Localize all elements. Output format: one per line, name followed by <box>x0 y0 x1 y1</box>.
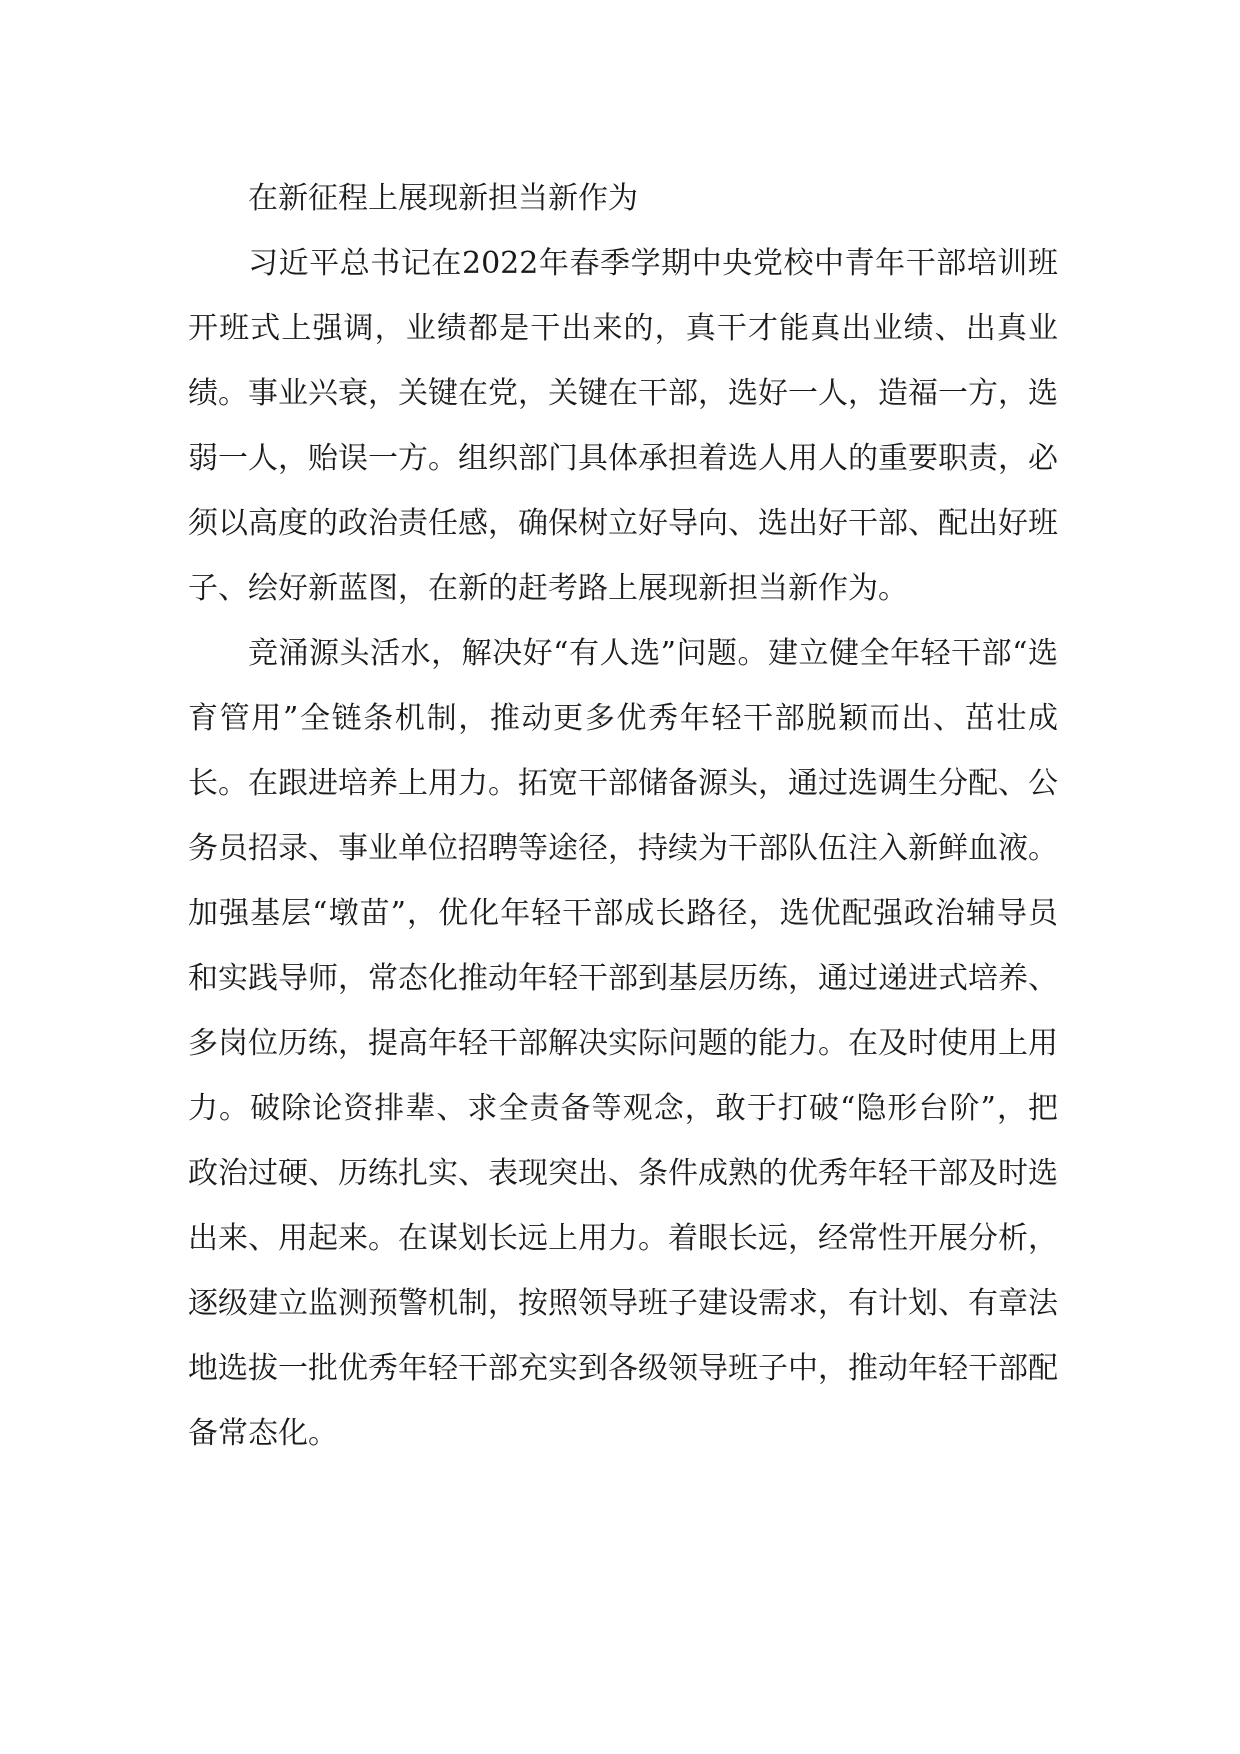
document-title: 在新征程上展现新担当新作为 <box>248 181 638 216</box>
paragraph-1: 习近平总书记在2022年春季学期中央党校中青年干部培训班开班式上强调，业绩都是干出来的，真干才能真出业绩、出真业绩。事业兴衰，关键在党，关键在干部，选好一人，造福一方，选弱一人，贻误一方。组织部门具体承担着选人用人的重要职责，必须以高度的政治责任感，确保树立好导向、选出好干部、配出好班子、绘好新蓝图，在新的赶考路上展现新担当新作为。 <box>188 246 1058 606</box>
paragraph-2: 竞涌源头活水，解决好“有人选”问题。建立健全年轻干部“选育管用”全链条机制，推动更多优秀年轻干部脱颖而出、茁壮成长。在跟进培养上用力。拓宽干部储备源头，通过选调生分配、公务员招录、事业单位招聘等途径，持续为干部队伍注入新鲜血液。加强基层“墩苗”，优化年轻干部成长路径，选优配强政治辅导员和实践导师，常态化推动年轻干部到基层历练，通过递进式培养、多岗位历练，提高年轻干部解决实际问题的能力。在及时使用上用力。破除论资排辈、求全责备等观念，敢于打破“隐形台阶”，把政治过硬、历练扎实、表现突出、条件成熟的优秀年轻干部及时选出来、用起来。在谋划长远上用力。着眼长远，经常性开展分析，逐级建立监测预警机制，按照领导班子建设需求，有计划、有章法地选拔一批优秀年轻干部充实到各级领导班子中，推动年轻干部配备常态化。 <box>188 636 1058 1451</box>
document-body <box>188 166 1058 1466</box>
